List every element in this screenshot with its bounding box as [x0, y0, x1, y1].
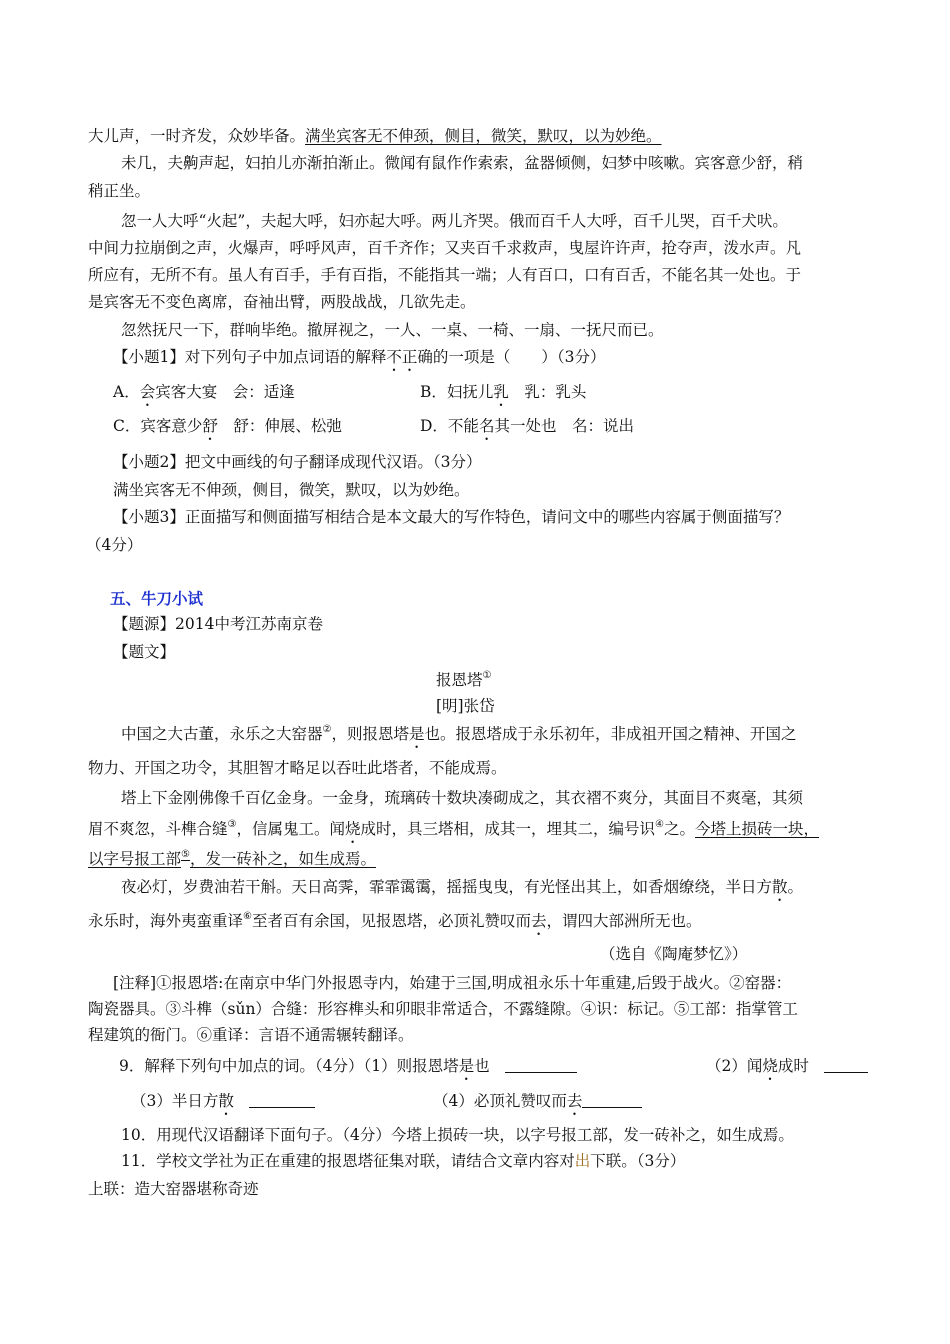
underlined-sentence: 满坐宾客无不伸颈，侧目，微笑，默叹，以为妙绝。: [305, 127, 662, 145]
article-line: 中国之大古董，永乐之大窑器②，则报恩塔是也。报恩塔成于永乐初年，非成祖开国之精神、开国之: [121, 724, 797, 743]
passage-line: 忽一人大呼“火起”，夫起大呼，妇亦起大呼。两儿齐哭。俄而百千人大呼，百千儿哭，百千犬吠。: [121, 212, 788, 230]
annotation-line: 程建筑的衙门。⑥重译：言语不通需辗转翻译。: [88, 1026, 414, 1044]
option-a: A．会宾客大宴 会：适逢: [113, 383, 295, 401]
article-line: 塔上下金刚佛像千百亿金身。一金身，琉璃砖十数块凑砌成之，其衣褶不爽分，其面目不爽毫，其须: [121, 789, 804, 807]
couplet-first-line: 上联：造大窑器堪称奇迹: [88, 1180, 259, 1198]
article-author: [明]张岱: [436, 697, 495, 715]
answer-blank[interactable]: [824, 1071, 868, 1073]
option-c: C．宾客意少舒 舒：伸展、松弛: [113, 417, 342, 435]
question-11: 11．学校文学社为正在重建的报恩塔征集对联，请结合文章内容对出下联。（3分）: [121, 1152, 686, 1170]
question-1: 【小题1】对下列句子中加点词语的解释不正确的一项是（ ）（3分）: [113, 348, 606, 366]
article-line: 夜必灯，岁费油若干斛。天日高霁，霏霏霭霭，摇摇曳曳，有光怪出其上，如香烟缭绕，半日方散。: [121, 878, 804, 896]
annotation-line: [注释]①报恩塔:在南京中华门外报恩寺内，始建于三国,明成祖永乐十年重建,后毁于战火。②窑器：: [113, 974, 792, 992]
question-9-line-2: （3）半日方散: [131, 1090, 315, 1119]
passage-line: 所应有，无所不有。虽人有百手，手有百指，不能指其一端；人有百口，口有百舌，不能名其一处也。于: [88, 266, 802, 284]
text-label: 【题文】: [113, 643, 176, 661]
passage-line: 中间力拉崩倒之声，火爆声，呼呼风声，百千齐作；又夹百千求救声，曳屋许许声，抢夺声，泼水声。凡: [88, 239, 802, 257]
passage-line: 稍正坐。: [88, 182, 151, 200]
question-10: 10．用现代汉语翻译下面句子。（4分）今塔上损砖一块，以字号报工部，发一砖补之，如生成焉。: [121, 1126, 794, 1144]
question-2-sentence: 满坐宾客无不伸颈，侧目，微笑，默叹，以为妙绝。: [113, 481, 470, 499]
question-source: 【题源】2014中考江苏南京卷: [113, 615, 323, 633]
question-3-score: （4分）: [86, 536, 143, 554]
passage-line: 未几，夫齁声起，妇拍儿亦渐拍渐止。微闻有鼠作作索索，盆器倾侧，妇梦中咳嗽。宾客意少舒，稍: [121, 154, 804, 172]
option-b: B．妇抚儿乳 乳：乳头: [420, 383, 587, 401]
article-line: 物力、开国之功令，其胆智才略足以吞吐此塔者，不能成焉。: [88, 759, 507, 777]
answer-blank[interactable]: [505, 1071, 577, 1073]
answer-blank[interactable]: [582, 1106, 642, 1108]
article-line: 以字号报工部⑤，发一砖补之，如生成焉。: [88, 849, 376, 868]
article-line: 眉不爽忽，斗榫合缝③，信属鬼工。闻烧成时，具三塔相，成其一，埋其二，编号识④之。今塔上损砖一块，: [88, 819, 820, 838]
answer-blank[interactable]: [249, 1106, 315, 1108]
article-line: 永乐时，海外夷蛮重译⑥至者百有余国，见报恩塔，必顶礼赞叹而去，谓四大部洲所无也。: [88, 911, 702, 930]
question-2: 【小题2】把文中画线的句子翻译成现代汉语。（3分）: [113, 453, 482, 471]
source-note: （选自《陶庵梦忆》）: [600, 945, 748, 963]
annotation-line: 陶瓷器具。③斗榫（sǔn）合缝：形容榫头和卯眼非常适合，不露缝隙。④识：标记。⑤工部：指掌管工: [88, 1000, 798, 1018]
question-9-part-4: （4）必顶礼赞叹而去: [433, 1090, 642, 1119]
passage-line: 忽然抚尺一下，群响毕绝。撤屏视之，一人、一桌、一椅、一扇、一抚尺而已。: [121, 321, 664, 339]
section-heading: 五、牛刀小试: [110, 589, 204, 608]
passage-line: 大儿声，一时齐发，众妙毕备。满坐宾客无不伸颈，侧目，微笑，默叹，以为妙绝。: [88, 127, 662, 145]
article-title: 报恩塔①: [436, 670, 492, 689]
option-d: D．不能名其一处也 名：说出: [420, 417, 634, 435]
question-9-part-2: （2）闻烧成时: [706, 1055, 868, 1084]
question-9: 9．解释下列句中加点的词。（4分）（1）则报恩塔是也: [119, 1055, 577, 1084]
question-3: 【小题3】正面描写和侧面描写相结合是本文最大的写作特色，请问文中的哪些内容属于侧面描写？: [113, 508, 790, 526]
passage-line: 是宾客无不变色离席，奋袖出臂，两股战战，几欲先走。: [88, 293, 476, 311]
